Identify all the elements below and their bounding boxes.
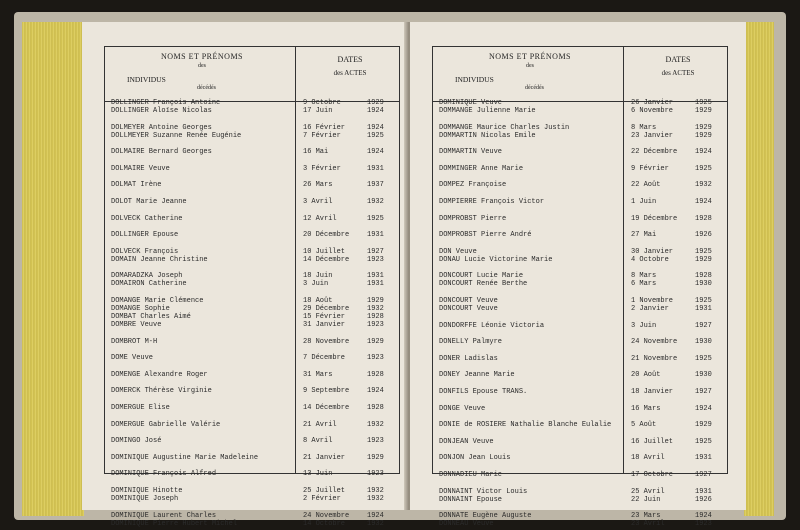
entry-name: DONGE Veuve <box>439 404 486 413</box>
column-separator <box>295 47 296 473</box>
entry-date: 5 Août <box>631 421 657 430</box>
entry-date: 13 Juin <box>303 470 333 479</box>
entry-date: 22 Décembre <box>631 148 678 157</box>
entry-date: 24 Novembre <box>631 338 678 347</box>
col-names-individus: INDIVIDUS <box>127 75 166 84</box>
entry-date: 22 Juin <box>631 495 661 504</box>
entry-year: 1932 <box>367 198 384 206</box>
entry-date: 19 Décembre <box>631 214 678 223</box>
entry-year: 1937 <box>367 181 384 190</box>
entry-name: DOME Veuve <box>111 354 154 363</box>
entry-name: DOMAIRON Catherine <box>111 280 187 289</box>
entry-name: DOMINIQUE Pierre Hubert Michel <box>111 519 238 528</box>
left-page <box>82 22 408 528</box>
entry-name: DOLVECK François <box>111 247 179 256</box>
entry-year: 1929 <box>367 453 384 462</box>
entry-year: 1923 <box>367 354 384 363</box>
col-names-des: des <box>198 63 206 69</box>
entry-name: DONDORFFE Léonie Victoria <box>439 321 545 330</box>
entry-name: DOMAIN Jeanne Christine <box>111 255 208 264</box>
entry-name: DOMINIQUE Hinotte <box>111 487 183 495</box>
entry-name: DOMANGE Marie Clémence <box>111 297 204 305</box>
entry-date: 8 Mars <box>631 272 657 281</box>
entry-date: 6 Mars <box>631 280 657 289</box>
entry-year: 1929 <box>695 107 712 115</box>
entry-year: 1925 <box>695 354 712 363</box>
entry-name: DONNAINT Victor Louis <box>439 487 528 496</box>
entry-name: DOMINIQUE Augustine Marie Madeleine <box>111 453 259 462</box>
entry-name: DOMINIQUE François Alfred <box>111 470 217 479</box>
entry-year: 1929 <box>367 99 384 107</box>
right-register-table <box>432 46 728 529</box>
entry-year: 1924 <box>367 148 384 157</box>
entry-year: 1923 <box>695 520 712 529</box>
entry-year: 1925 <box>695 247 712 256</box>
entry-year: 1929 <box>367 337 384 346</box>
entry-name: DONCOURT Veuve <box>439 305 498 313</box>
entry-name: DONIE de ROSIERE Nathalie Blanche Eulalie <box>439 421 612 430</box>
col-dates-sub: des ACTES <box>333 69 367 77</box>
entry-year: 1932 <box>367 519 384 528</box>
entry-name: DOLMAIRE Veuve <box>111 164 170 173</box>
entry-name: DOLLINGER Aloïse Nicolas <box>111 107 212 115</box>
entry-name: DONNATE Eugène Auguste <box>439 512 532 521</box>
entry-year: 1925 <box>367 131 384 140</box>
entry-name: DONJON Jean Louis <box>439 454 511 463</box>
entry-date: 25 Avril <box>631 487 665 496</box>
entry-name: DONNADIEU Marie <box>439 471 503 479</box>
entry-year: 1932 <box>367 495 384 503</box>
entry-year: 1930 <box>695 280 712 289</box>
entry-name: DOLOT Marie Jeanne <box>111 198 187 206</box>
entry-date: 9 Février <box>631 164 669 173</box>
entry-year: 1924 <box>367 511 384 520</box>
entry-name: DONNEAU Veuve <box>439 520 494 529</box>
entry-year: 1925 <box>695 297 712 305</box>
entry-date: 20 Août <box>631 371 661 380</box>
entry-date: 8 Mars <box>631 123 657 132</box>
entry-year: 1928 <box>695 272 712 281</box>
entry-date: 20 Décembre <box>303 231 350 240</box>
entry-name: DOMERGUE Gabrielle Valérie <box>111 420 221 429</box>
entry-date: 14 Décembre <box>303 404 350 412</box>
entry-name: DOMENGE Alexandre Roger <box>111 370 208 379</box>
entry-year: 1928 <box>695 214 712 223</box>
entry-name: DONJEAN Veuve <box>439 437 494 446</box>
entry-year: 1932 <box>695 181 712 190</box>
col-names-decedes: décédés <box>197 85 216 91</box>
entry-name: DOMERCK Thérèse Virginie <box>111 387 212 396</box>
entry-date: 6 Novembre <box>631 107 674 115</box>
entry-date: 18 Juin <box>303 272 333 281</box>
entry-name: DOMMARTIN Veuve <box>439 148 503 157</box>
entry-date: 3 Juin <box>631 321 657 330</box>
entry-year: 1925 <box>695 164 712 173</box>
entry-name: DOMBROT M-H <box>111 337 158 346</box>
entry-date: 18 Août <box>303 297 333 305</box>
entry-year: 1931 <box>367 280 384 289</box>
entry-name: DOMARADZKA Joseph <box>111 272 183 281</box>
entry-date: 23 Mars <box>631 512 661 521</box>
entry-name: DOLMEYER Antoine Georges <box>111 123 212 132</box>
entry-date: 25 Juillet <box>303 487 346 495</box>
entry-name: DOMBRE Veuve <box>111 321 162 329</box>
entry-name: DONNAINT Epouse <box>439 495 503 504</box>
entry-name: DOMINGO José <box>111 437 162 446</box>
entry-date: 14 Octobre <box>303 519 346 528</box>
entry-date: 16 Juillet <box>631 437 674 446</box>
entry-name: DOMMINGER Anne Marie <box>439 164 524 173</box>
entry-year: 1928 <box>367 313 384 321</box>
entry-year: 1923 <box>367 255 384 264</box>
entry-year: 1931 <box>367 164 384 173</box>
entry-year: 1926 <box>695 231 712 240</box>
entry-year: 1930 <box>695 371 712 380</box>
entry-year: 1931 <box>695 305 712 313</box>
left-table-header <box>105 47 399 102</box>
entry-name: DOLVECK Catherine <box>111 214 183 223</box>
entry-year: 1925 <box>695 437 712 446</box>
entry-year: 1924 <box>695 198 712 206</box>
entry-year: 1925 <box>367 214 384 223</box>
entry-date: 21 Avril <box>303 420 337 429</box>
entry-year: 1927 <box>695 388 712 396</box>
right-page-edges <box>744 22 774 516</box>
entry-name: DONAU Lucie Victorine Marie <box>439 255 553 264</box>
entry-name: DOLLMEYER Suzanne Renée Eugénie <box>111 131 242 140</box>
entry-date: 22 Août <box>631 181 661 190</box>
entry-name: DOMINIQUE Joseph <box>111 495 179 503</box>
entry-date: 27 Mai <box>631 231 657 240</box>
entry-date: 3 Février <box>303 164 341 173</box>
entry-name: DOMPIERRE François Victor <box>439 198 545 206</box>
entry-year: 1931 <box>695 487 712 496</box>
entry-date: 8 Avril <box>303 437 333 446</box>
entry-date: 2 Janvier <box>631 305 669 313</box>
entry-date: 9 Septembre <box>303 387 350 396</box>
entry-year: 1932 <box>367 487 384 495</box>
entry-year: 1930 <box>695 338 712 347</box>
entry-name: DONEY Jeanne Marie <box>439 371 515 380</box>
entry-year: 1928 <box>367 404 384 412</box>
entry-year: 1931 <box>367 272 384 281</box>
entry-name: DON Veuve <box>439 247 477 256</box>
entry-name: DONER Ladislas <box>439 354 498 363</box>
entry-year: 1929 <box>695 421 712 430</box>
entry-name: DOMMANGE Julienne Marie <box>439 107 536 115</box>
entry-year: 1924 <box>367 107 384 115</box>
entry-date: 18 Avril <box>631 454 665 463</box>
entry-year: 1923 <box>367 470 384 479</box>
col-names-decedes: décédés <box>525 85 544 91</box>
entry-name: DOLMAIRE Bernard Georges <box>111 148 212 157</box>
entry-date: 16 Mars <box>631 404 661 413</box>
entry-date: 26 Mars <box>303 181 333 190</box>
entry-date: 7 Février <box>303 131 341 140</box>
entry-date: 12 Avril <box>303 214 337 223</box>
entry-date: 24 Novembre <box>303 511 350 520</box>
left-register-table <box>104 46 400 528</box>
col-names-individus: INDIVIDUS <box>455 75 494 84</box>
entry-date: 21 Novembre <box>631 354 678 363</box>
entry-year: 1932 <box>367 420 384 429</box>
col-names-des: des <box>526 63 534 69</box>
entry-year: 1924 <box>695 404 712 413</box>
entry-year: 1929 <box>695 131 712 140</box>
entry-name: DOMMARTIN Nicolas Emile <box>439 131 536 140</box>
entry-year: 1931 <box>695 454 712 463</box>
entry-name: DOMERGUE Elise <box>111 404 170 412</box>
entry-year: 1924 <box>695 512 712 521</box>
entry-date: 14 Décembre <box>303 255 350 264</box>
entry-date: 16 Février <box>303 123 346 132</box>
entry-name: DONCOURT Lucie Marie <box>439 272 524 281</box>
right-page <box>410 22 746 529</box>
entry-date: 17 Juin <box>303 107 333 115</box>
entry-date: 9 Octobre <box>303 99 341 107</box>
entry-date: 1 Juin <box>631 198 657 206</box>
entry-name: DONELLY Palmyre <box>439 338 503 347</box>
entry-name: DOLLINGER Epouse <box>111 231 179 240</box>
entry-name: DOMPEZ Françoise <box>439 181 507 190</box>
entry-date: 31 Janvier <box>303 321 346 329</box>
entry-date: 3 Avril <box>303 198 333 206</box>
entry-date: 16 Mai <box>303 148 329 157</box>
entry-name: DOMPROBST Pierre André <box>439 231 532 240</box>
entry-year: 1925 <box>695 99 712 107</box>
right-table-header <box>433 47 727 102</box>
entry-date: 7 Décembre <box>303 354 346 363</box>
entry-year: 1932 <box>367 305 384 313</box>
entry-name: DOMPROBST Pierre <box>439 214 507 223</box>
entry-date: 28 Novembre <box>303 337 350 346</box>
entry-year: 1927 <box>695 471 712 479</box>
entry-name: DOLLINGER François Antoine <box>111 99 221 107</box>
column-separator <box>623 47 624 473</box>
entry-date: 15 Février <box>303 313 346 321</box>
col-dates-title: DATES <box>337 55 363 64</box>
entry-year: 1929 <box>695 123 712 132</box>
col-dates-sub: des ACTES <box>661 69 695 77</box>
entry-date: 23 Janvier <box>631 131 674 140</box>
entry-date: 23 Avril <box>631 520 665 529</box>
entry-date: 3 Juin <box>303 280 329 289</box>
entry-date: 1 Novembre <box>631 297 674 305</box>
entry-year: 1924 <box>367 387 384 396</box>
entry-date: 29 Décembre <box>303 305 350 313</box>
entry-year: 1929 <box>695 255 712 264</box>
entry-year: 1926 <box>695 495 712 504</box>
entry-name: DONCOURT Renée Berthe <box>439 280 528 289</box>
entry-year: 1924 <box>695 148 712 157</box>
entry-year: 1931 <box>367 231 384 240</box>
entry-name: DOMINIQUE Veuve <box>439 99 503 107</box>
entry-date: 30 Janvier <box>631 247 674 256</box>
entry-name: DOLMAT Irène <box>111 181 162 190</box>
entry-date: 31 Mars <box>303 370 333 379</box>
entry-date: 21 Janvier <box>303 453 346 462</box>
col-names-title: NOMS ET PRÉNOMS <box>160 52 244 61</box>
entry-name: DOMINIQUE Laurent Charles <box>111 511 217 520</box>
entry-year: 1924 <box>367 123 384 132</box>
entry-year: 1923 <box>367 321 384 329</box>
entry-name: DOMMANGE Maurice Charles Justin <box>439 123 570 132</box>
entry-year: 1929 <box>367 297 384 305</box>
entry-name: DOMBAT Charles Aimé <box>111 313 191 321</box>
entry-date: 2 Février <box>303 495 341 503</box>
col-dates-title: DATES <box>665 55 691 64</box>
entry-date: 26 Janvier <box>631 99 674 107</box>
entry-name: DONFILS Epouse TRANS. <box>439 388 528 396</box>
entry-date: 18 Janvier <box>631 388 674 396</box>
col-names-title: NOMS ET PRÉNOMS <box>488 52 572 61</box>
entry-year: 1927 <box>695 321 712 330</box>
entry-name: DOMANGE Sophie <box>111 305 170 313</box>
entry-name: DONCOURT Veuve <box>439 297 498 305</box>
entry-year: 1923 <box>367 437 384 446</box>
entry-date: 17 Octobre <box>631 471 674 479</box>
entry-year: 1928 <box>367 370 384 379</box>
left-page-edges <box>22 22 84 516</box>
entry-date: 10 Juillet <box>303 247 346 256</box>
entry-date: 4 Octobre <box>631 255 669 264</box>
entry-year: 1927 <box>367 247 384 256</box>
